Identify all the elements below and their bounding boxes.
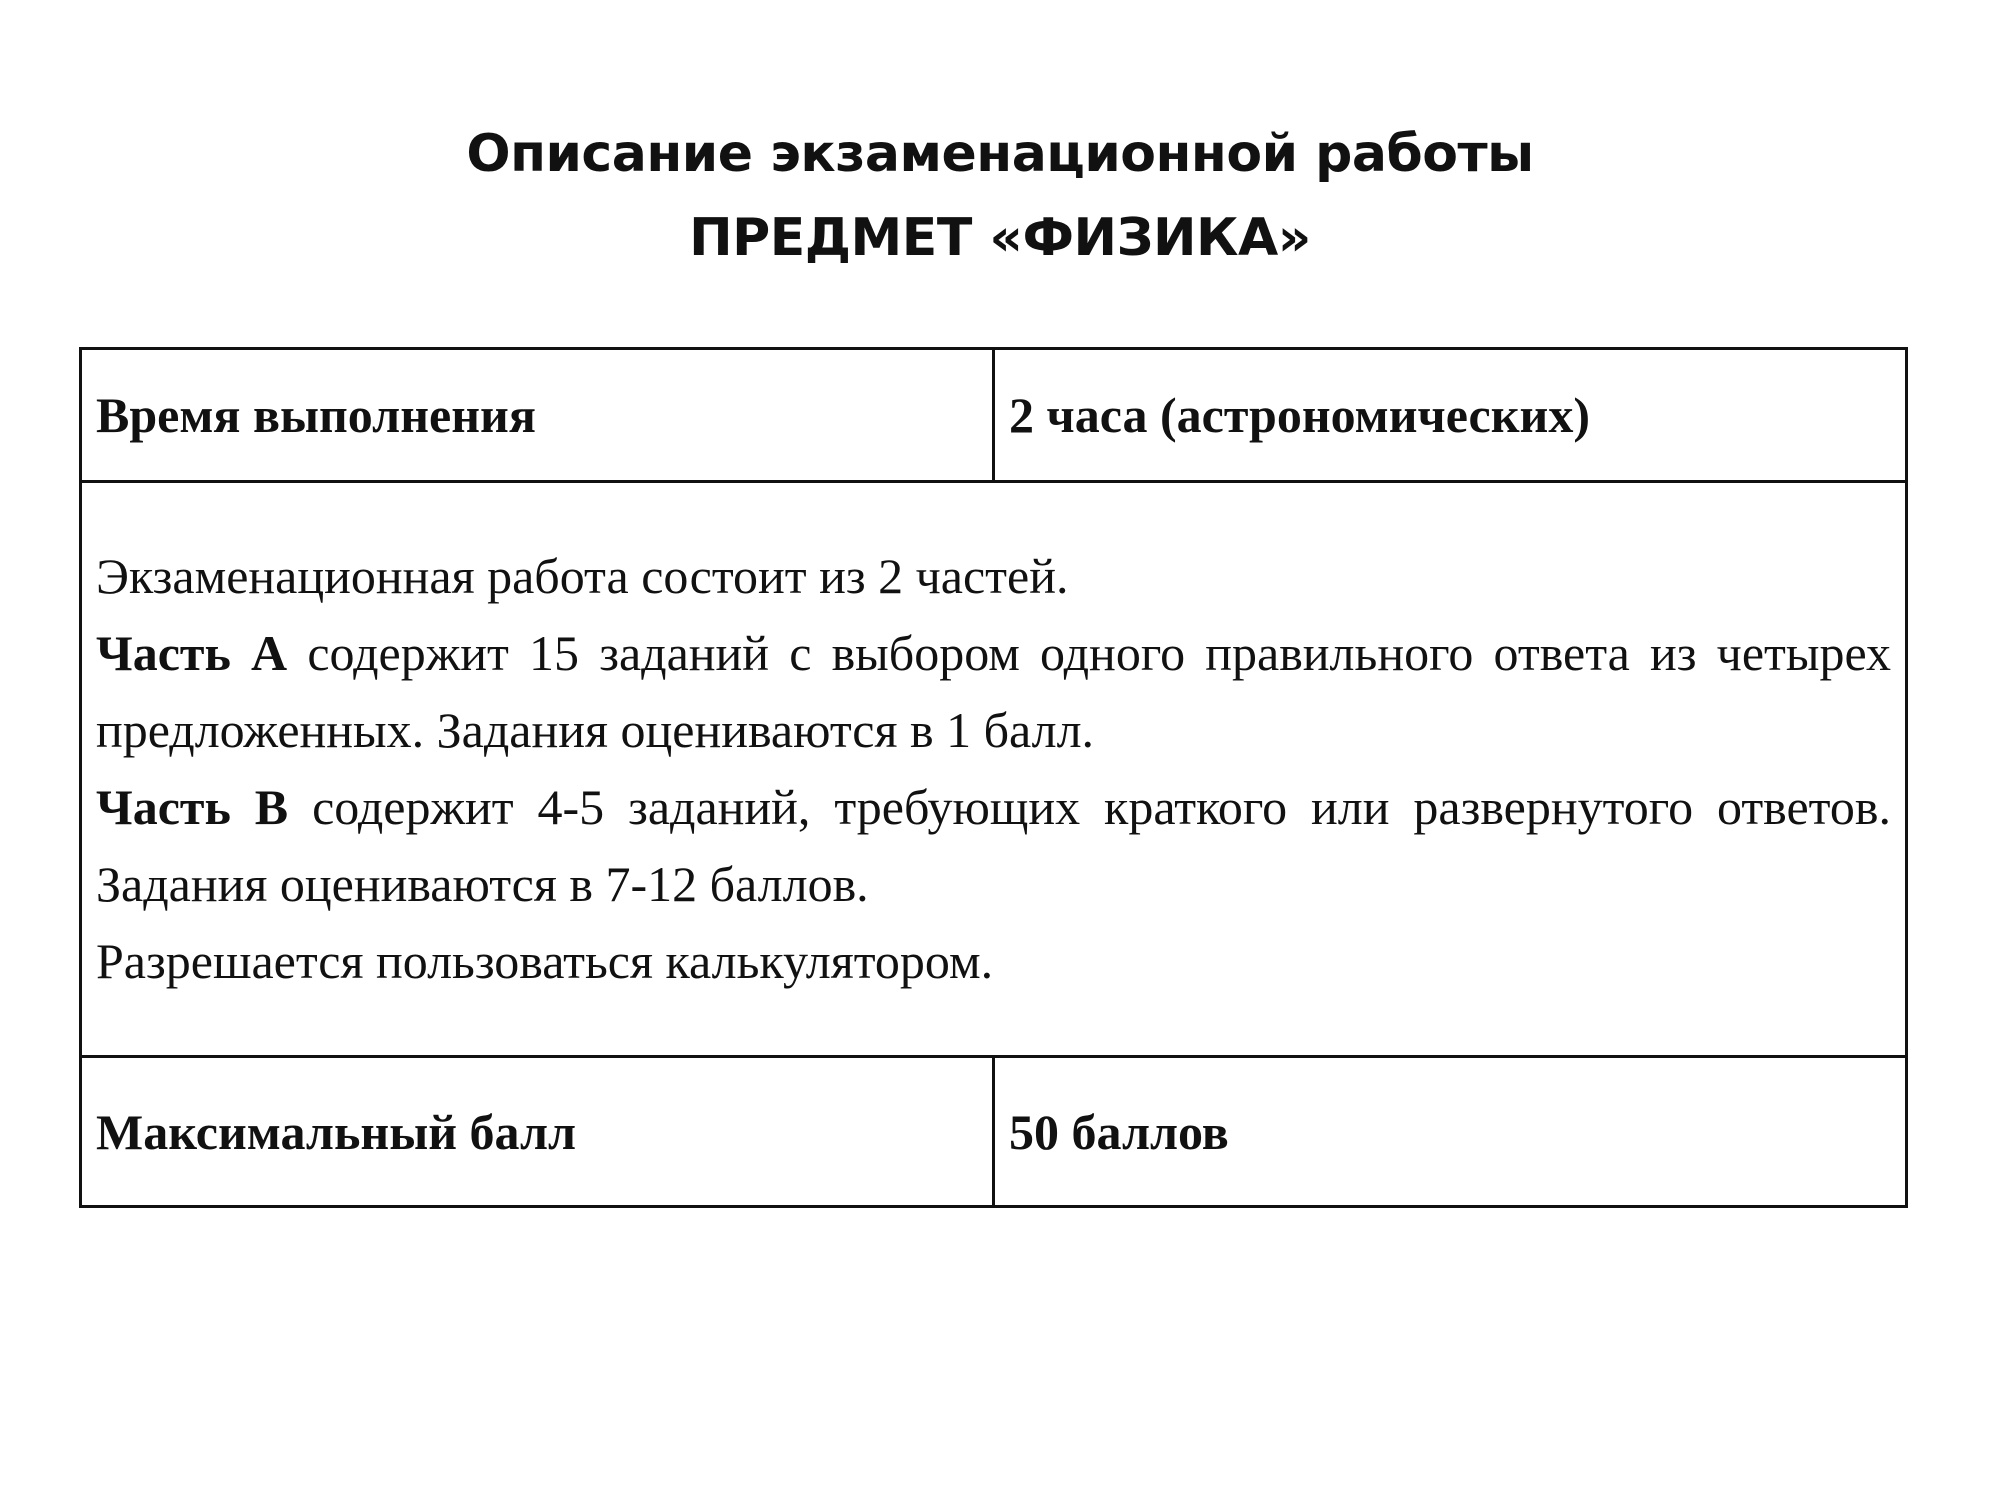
table-row-description: [81, 482, 1907, 1057]
description-intro: Экзаменационная работа состоит из 2 частей.: [96, 548, 1069, 604]
table-row-time: [81, 349, 1907, 482]
part-b-text: содержит 4-5 заданий, требующих краткого или развернутого ответов. Задания оцениваются в 7-12 баллов.: [96, 779, 1891, 912]
exam-description-table: [79, 347, 1908, 1208]
time-label: Время выполнения: [81, 349, 994, 482]
title-line-2: ПРЕДМЕТ «ФИЗИКА»: [689, 208, 1311, 268]
description-cell: [81, 482, 1907, 1057]
title-line-1: Описание экзаменационной работы: [466, 124, 1534, 184]
max-score-value: 50 баллов: [994, 1057, 1907, 1207]
part-b-paragraph: [96, 769, 1891, 923]
max-score-label: Максимальный балл: [81, 1057, 994, 1207]
part-a-paragraph: [96, 615, 1891, 769]
part-a-label: Часть А: [96, 625, 288, 681]
part-a-text: содержит 15 заданий с выбором одного правильного ответа из четырех предложенных. Задания оцениваются в 1 балл.: [96, 625, 1892, 758]
time-value: 2 часа (астрономических): [994, 349, 1907, 482]
calculator-note: Разрешается пользоваться калькулятором.: [96, 933, 994, 989]
page-title: [0, 112, 2000, 280]
part-b-label: Часть В: [96, 779, 289, 835]
table-row-max-score: [81, 1057, 1907, 1207]
